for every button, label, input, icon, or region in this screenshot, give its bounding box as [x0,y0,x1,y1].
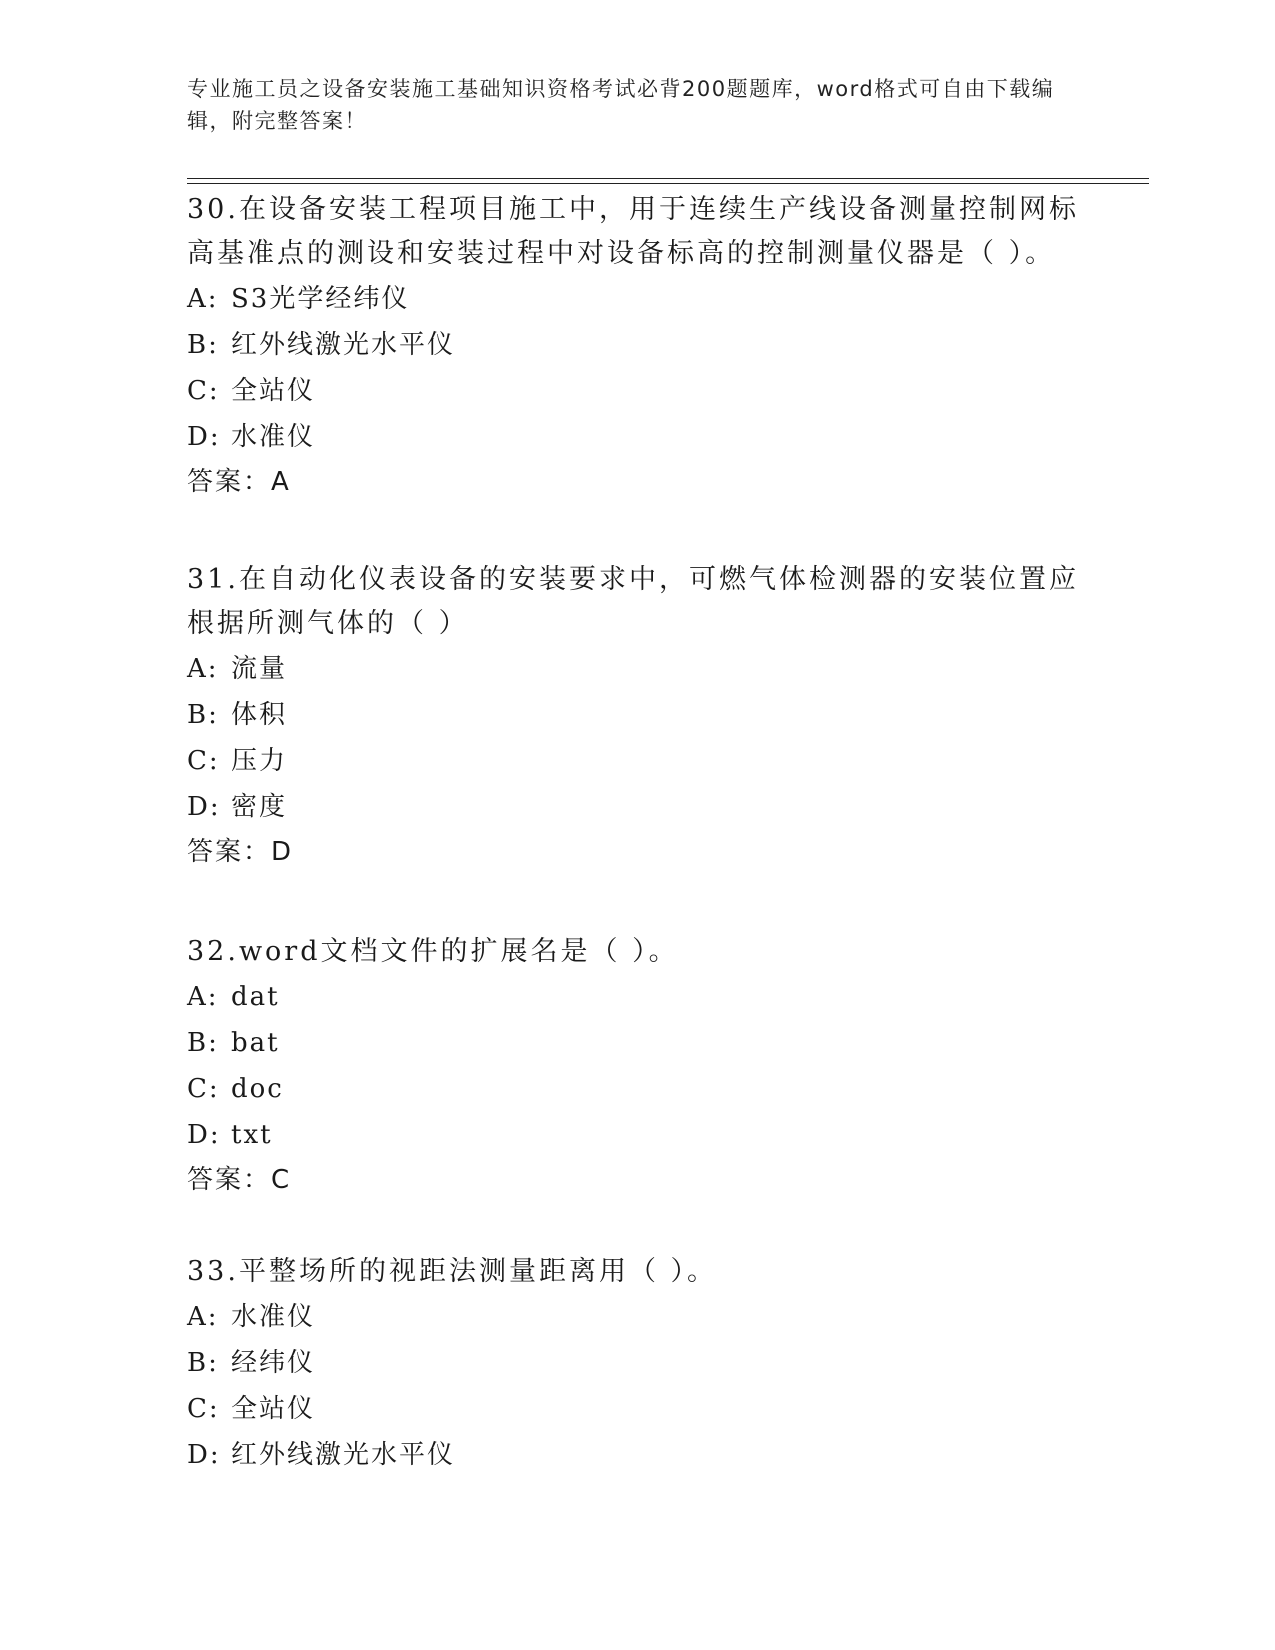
option-d [187,1432,1087,1478]
option-value: 经纬仪 [231,1348,316,1378]
option-c [187,1386,1087,1432]
option-value: 水准仪 [231,422,316,452]
option-value: 体积 [231,700,288,730]
option-value: S3光学经纬仪 [231,284,410,314]
answer: 答案：A [187,467,291,497]
option-d [187,414,1087,460]
option-key: D: [187,422,221,452]
option-value: 红外线激光水平仪 [231,330,456,360]
option-key: B: [187,330,219,360]
question-text: 31.在自动化仪表设备的安装要求中，可燃气体检测器的安装位置应根据所测气体的（ ） [187,564,1079,639]
question-text: 32.word文档文件的扩展名是（ ）。 [187,936,679,967]
option-value: 红外线激光水平仪 [231,1440,456,1470]
option-b [187,1020,1087,1066]
option-d [187,1112,1087,1158]
question-text: 33.平整场所的视距法测量距离用（ ）。 [187,1256,718,1287]
option-c [187,1066,1087,1112]
option-key: C: [187,1394,220,1424]
option-c [187,738,1087,784]
option-value: 压力 [231,746,288,776]
option-key: C: [187,746,220,776]
option-value: 流量 [231,654,288,684]
option-b [187,322,1087,368]
option-value: 全站仪 [231,1394,316,1424]
question-30 [187,188,1087,504]
question-text: 30.在设备安装工程项目施工中，用于连续生产线设备测量控制网标高基准点的测设和安装过程中对设备标高的控制测量仪器是（ ）。 [187,194,1079,269]
option-a [187,974,1087,1020]
header-divider-bottom [187,183,1149,184]
option-b [187,692,1087,738]
option-value: 水准仪 [231,1302,316,1332]
option-key: A: [187,654,219,684]
option-key: C: [187,376,220,406]
option-value: bat [231,1028,280,1058]
option-b [187,1340,1087,1386]
answer: 答案：D [187,837,294,867]
option-value: dat [231,982,280,1012]
answer: 答案：C [187,1165,292,1195]
option-key: B: [187,1028,219,1058]
option-key: B: [187,700,219,730]
option-a [187,646,1087,692]
option-d [187,784,1087,830]
option-key: A: [187,982,219,1012]
option-a [187,276,1087,322]
option-a [187,1294,1087,1340]
option-key: D: [187,792,221,822]
question-31 [187,558,1087,874]
option-value: txt [231,1120,273,1150]
option-key: B: [187,1348,219,1378]
option-value: 全站仪 [231,376,316,406]
option-key: A: [187,284,219,314]
option-key: C: [187,1074,220,1104]
option-c [187,368,1087,414]
document-header: 专业施工员之设备安装施工基础知识资格考试必背200题题库，word格式可自由下载编辑，附完整答案！ [187,77,1055,133]
option-key: D: [187,1120,221,1150]
header-divider-top [187,178,1149,179]
option-key: A: [187,1302,219,1332]
option-key: D: [187,1440,221,1470]
option-value: doc [231,1074,284,1104]
question-32 [187,930,1087,1202]
option-value: 密度 [231,792,288,822]
question-33 [187,1250,1087,1478]
